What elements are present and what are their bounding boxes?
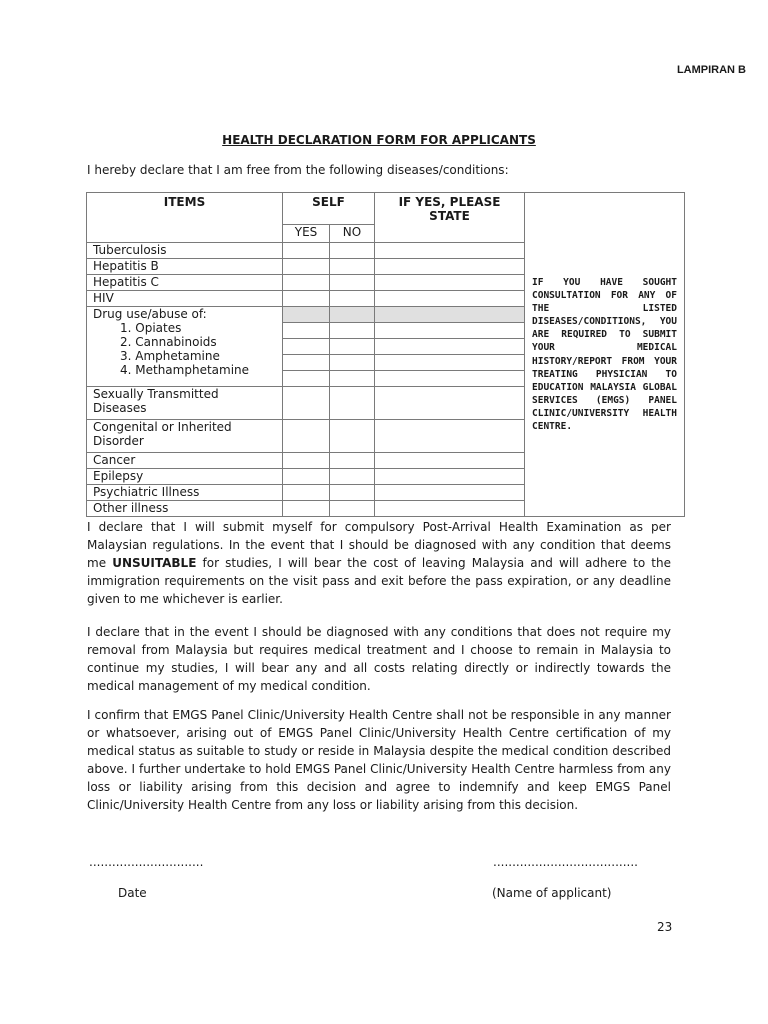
no-cell[interactable] — [330, 323, 375, 339]
item-other: Other illness — [87, 501, 283, 517]
yes-cell[interactable] — [283, 387, 330, 420]
shaded-cell — [283, 307, 330, 323]
consultation-notice: IF YOU HAVE SOUGHT CONSULTATION FOR ANY OF THE LISTED DISEASES/CONDITIONS, YOU ARE REQUIRED TO SUBMIT YOUR MEDICAL HISTORY/REPORT FROM YOUR TREATING PHYSICIAN TO EDUCATION MALAYSIA GLOBAL SERVICES (EMGS) PANEL CLINIC/UNIVERSITY HEALTH CENTRE. — [525, 193, 685, 517]
no-cell[interactable] — [330, 485, 375, 501]
state-cell[interactable] — [375, 387, 525, 420]
page-number: 23 — [657, 920, 673, 934]
item-psychiatric: Psychiatric Illness — [87, 485, 283, 501]
yes-cell[interactable] — [283, 501, 330, 517]
name-label: (Name of applicant) — [492, 886, 612, 900]
yes-cell[interactable] — [283, 243, 330, 259]
item-hiv: HIV — [87, 291, 283, 307]
state-cell[interactable] — [375, 275, 525, 291]
no-cell[interactable] — [330, 501, 375, 517]
no-cell[interactable] — [330, 420, 375, 453]
yes-cell[interactable] — [283, 291, 330, 307]
no-cell[interactable] — [330, 371, 375, 387]
yes-cell[interactable] — [283, 453, 330, 469]
item-congenital: Congenital or Inherited Disorder — [87, 420, 283, 453]
shaded-cell — [375, 307, 525, 323]
no-cell[interactable] — [330, 453, 375, 469]
item-tuberculosis: Tuberculosis — [87, 243, 283, 259]
state-header: IF YES, PLEASE STATE — [375, 193, 525, 243]
yes-cell[interactable] — [283, 371, 330, 387]
item-epilepsy: Epilepsy — [87, 469, 283, 485]
state-cell[interactable] — [375, 243, 525, 259]
no-cell[interactable] — [330, 339, 375, 355]
no-cell[interactable] — [330, 387, 375, 420]
item-drug-use — [87, 307, 283, 387]
state-cell[interactable] — [375, 323, 525, 339]
yes-cell[interactable] — [283, 485, 330, 501]
state-cell[interactable] — [375, 501, 525, 517]
self-header: SELF — [283, 193, 375, 225]
yes-cell[interactable] — [283, 339, 330, 355]
yes-header: YES — [283, 225, 330, 243]
yes-cell[interactable] — [283, 323, 330, 339]
date-label: Date — [118, 886, 147, 900]
shaded-cell — [330, 307, 375, 323]
state-cell[interactable] — [375, 355, 525, 371]
name-signature-line[interactable]: ...................................... — [493, 855, 638, 869]
no-cell[interactable] — [330, 355, 375, 371]
yes-cell[interactable] — [283, 355, 330, 371]
unsuitable-emphasis: UNSUITABLE — [112, 556, 197, 570]
no-header: NO — [330, 225, 375, 243]
form-title: HEALTH DECLARATION FORM FOR APPLICANTS — [222, 133, 536, 147]
no-cell[interactable] — [330, 243, 375, 259]
annex-label: LAMPIRAN B — [676, 64, 746, 76]
item-hepatitis-c: Hepatitis C — [87, 275, 283, 291]
drug-opiates: 1. Opiates — [120, 321, 182, 335]
declaration-paragraph-1: I declare that I will submit myself for compulsory Post-Arrival Health Examination as per Malaysian regulations. In the event that I should be diagnosed with any condition that deems me UNSUITABLE for studies, I will bear the cost of leaving Malaysia and will adhere to the immigration requirements on the visit pass and exit before the pass expiration, or any deadline given to me whichever is earlier. — [87, 520, 671, 606]
no-cell[interactable] — [330, 275, 375, 291]
yes-cell[interactable] — [283, 469, 330, 485]
state-cell[interactable] — [375, 259, 525, 275]
yes-cell[interactable] — [283, 420, 330, 453]
drug-cannabinoids: 2. Cannabinoids — [120, 335, 217, 349]
declaration-table — [86, 192, 685, 517]
state-cell[interactable] — [375, 485, 525, 501]
state-cell[interactable] — [375, 339, 525, 355]
no-cell[interactable] — [330, 291, 375, 307]
state-cell[interactable] — [375, 291, 525, 307]
declaration-paragraph-3: I confirm that EMGS Panel Clinic/University Health Centre shall not be responsible in any manner or whatsoever, arising out of EMGS Panel Clinic/University Health Centre certification of my medical status as suitable to study or reside in Malaysia despite the medical condition described above. I further undertake to hold EMGS Panel Clinic/University Health Centre harmless from any loss or liability arising from this decision and agree to indemnify and keep EMGS Panel Clinic/University Health Centre from any loss or liability arising from this decision. — [87, 708, 671, 812]
drug-heading: Drug use/abuse of: — [93, 307, 207, 321]
item-sexually-transmitted: Sexually Transmitted Diseases — [87, 387, 283, 420]
item-cancer: Cancer — [87, 453, 283, 469]
yes-cell[interactable] — [283, 259, 330, 275]
items-header: ITEMS — [87, 193, 283, 243]
drug-methamphetamine: 4. Methamphetamine — [120, 363, 250, 377]
item-hepatitis-b: Hepatitis B — [87, 259, 283, 275]
intro-text: I hereby declare that I am free from the following diseases/conditions: — [87, 163, 509, 177]
state-cell[interactable] — [375, 469, 525, 485]
no-cell[interactable] — [330, 259, 375, 275]
no-cell[interactable] — [330, 469, 375, 485]
state-cell[interactable] — [375, 371, 525, 387]
declaration-paragraph-2: I declare that in the event I should be diagnosed with any conditions that does not require my removal from Malaysia but requires medical treatment and I choose to remain in Malaysia to continue my studies, I will bear any and all costs relating directly or indirectly towards the medical management of my medical condition. — [87, 625, 671, 693]
drug-amphetamine: 3. Amphetamine — [120, 349, 220, 363]
yes-cell[interactable] — [283, 275, 330, 291]
date-signature-line[interactable]: .............................. — [89, 855, 204, 869]
state-cell[interactable] — [375, 420, 525, 453]
state-cell[interactable] — [375, 453, 525, 469]
